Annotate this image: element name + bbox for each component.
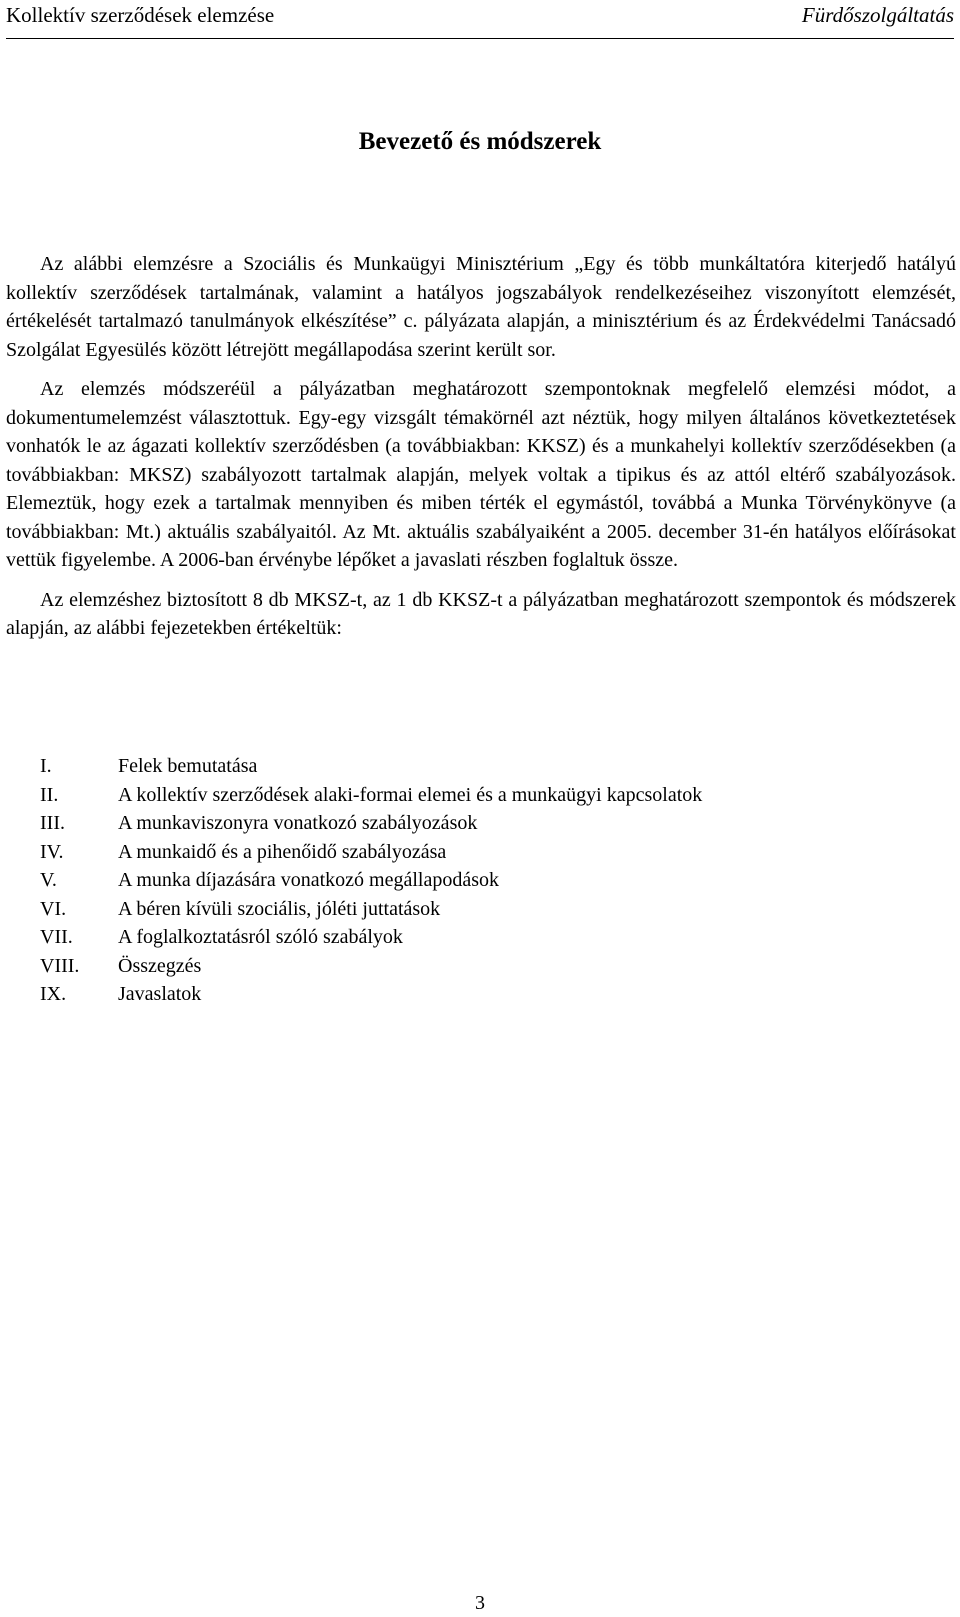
list-item [40,752,702,781]
chapter-number: VII. [40,926,73,948]
list-item [40,781,702,810]
chapter-number: II. [40,783,59,806]
chapter-label: A béren kívüli szociális, jóléti juttatások [118,897,441,920]
header-section-title: Fürdőszolgáltatás [801,3,954,27]
paragraph-chapters-intro: Az elemzéshez biztosított 8 db MKSZ-t, az 1 db KKSZ-t a pályázatban meghatározott szempontok és módszerek alapján, az alábbi fejezetekben értékeltük: [6,588,956,639]
list-item [40,809,702,838]
paragraph-method: Az elemzés módszeréül a pályázatban meghatározott szempontoknak megfelelő elemzési módot, a dokumentumelemzést választottuk. Egy-egy vizsgált témakörnél azt néztük, hogy milyen általános következtetések vonhatók le az ágazati kollektív szerződésben (a továbbiakban: KKSZ) és a munkahelyi kollektív szerződésekben (a továbbiakban: MKSZ) szabályozott tartalmak alapján, melyek voltak a tipikus és az attól eltérő szabályozások. Elemeztük, hogy ezek a tartalmak mennyiben és miben térték el egymástól, továbbá a Munka Törvénykönyve (a továbbiakban: Mt.) aktuális szabályaitól. Az Mt. aktuális szabályaiként a 2005. december 31-én hatályos előírásokat vettük figyelembe. A 2006-ban érvénybe lépőket a javaslati részben foglaltuk össze. [6,378,956,571]
chapter-number: V. [40,869,57,891]
running-header [6,0,954,39]
list-item [40,838,702,867]
chapter-label: A munka díjazására vonatkozó megállapodások [118,869,499,891]
page-number: 3 [475,1592,485,1614]
header-document-title: Kollektív szerződések elemzése [6,3,275,27]
list-item [40,895,702,924]
chapter-number: VIII. [40,954,80,977]
chapter-number: III. [40,812,65,834]
body-text [6,250,956,643]
chapter-number: IX. [40,983,67,1005]
chapter-number: IV. [40,840,64,863]
page-title: Bevezető és módszerek [358,128,602,155]
list-item [40,952,702,981]
list-item [40,866,702,895]
chapter-list [40,752,702,1009]
chapter-label: Felek bemutatása [118,755,258,777]
chapter-label: A munkaviszonyra vonatkozó szabályozások [118,812,478,834]
paragraph-intro: Az alábbi elemzésre a Szociális és Munkaügyi Minisztérium „Egy és több munkáltatóra kiterjedő hatályú kollektív szerződések tartalmának, valamint a hatályos jogszabályok rendelkezéseihez viszonyított elemzését, értékelését tartalmazó tanulmányok elkészítése” c. pályázata alapján, a minisztérium és az Érdekvédelmi Tanácsadó Szolgálat Egyesülés között létrejött megállapodása szerint került sor. [6,253,956,361]
chapter-label: Javaslatok [118,983,202,1005]
chapter-number: VI. [40,897,67,920]
list-item [40,980,702,1009]
chapter-number: I. [40,755,52,777]
chapter-label: Összegzés [118,954,202,977]
chapter-label: A foglalkoztatásról szóló szabályok [118,926,403,948]
chapter-label: A munkaidő és a pihenőidő szabályozása [118,840,447,863]
list-item [40,923,702,952]
chapter-label: A kollektív szerződések alaki-formai elemei és a munkaügyi kapcsolatok [118,783,703,806]
